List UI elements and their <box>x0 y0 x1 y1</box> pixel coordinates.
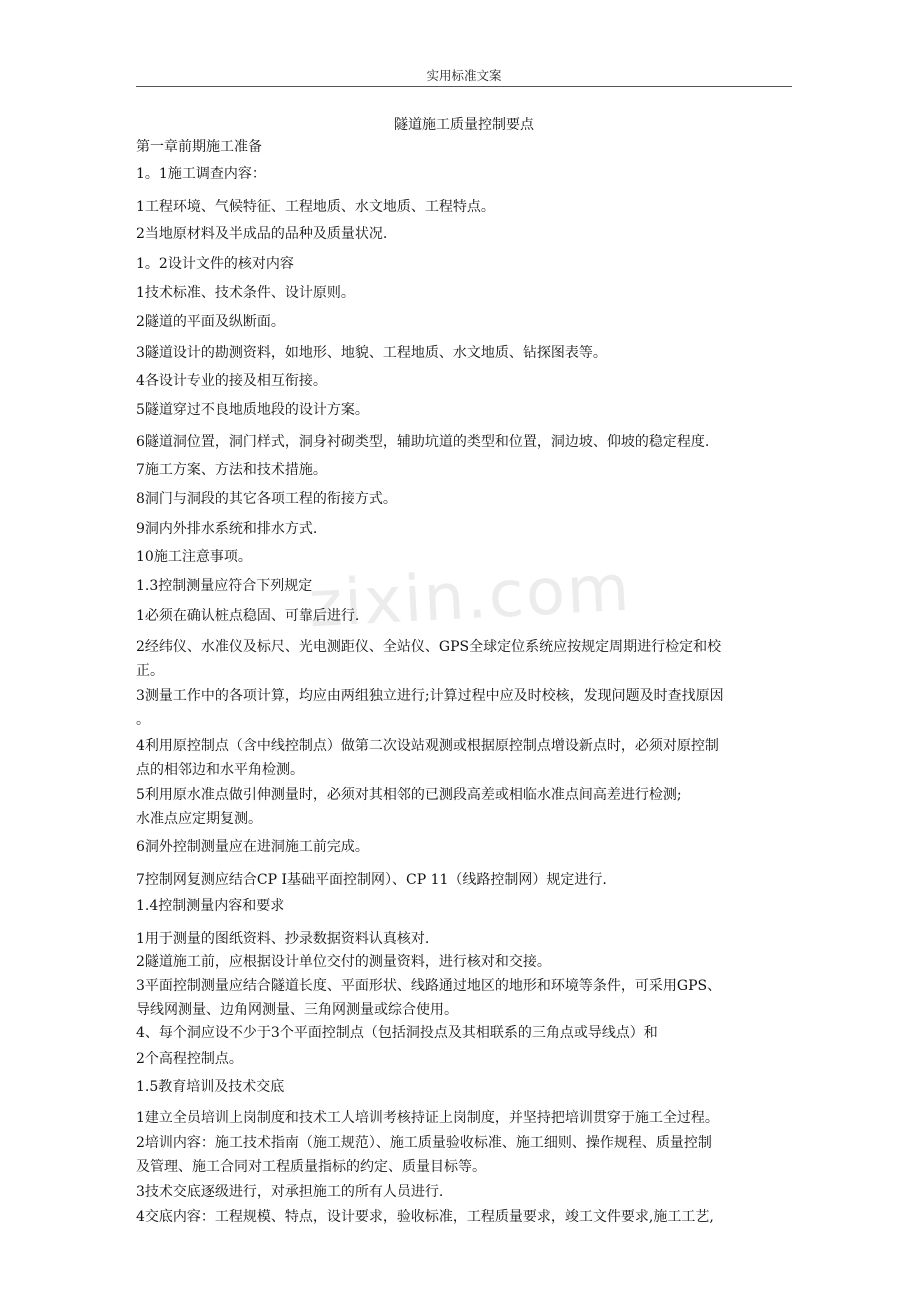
paragraph-line: 10施工注意事项。 <box>136 549 252 565</box>
paragraph-line: 2培训内容：施工技术指南（施工规范）、施工质量验收标准、施工细则、操作规程、质量控制 <box>136 1135 712 1151</box>
document-title: 隧道施工质量控制要点 <box>394 117 534 133</box>
section-heading: 1.5教育培训及技术交底 <box>136 1079 285 1095</box>
watermark-logo: zixin.com <box>306 551 634 643</box>
paragraph-line: 4利用原控制点（含中线控制点）做第二次设站观测或根据原控制点增设新点时，必须对原控制 <box>136 738 719 754</box>
paragraph-line: 2个高程控制点。 <box>136 1051 243 1067</box>
paragraph-line: 7施工方案、方法和技术措施。 <box>136 462 327 478</box>
paragraph-line: 及管理、施工合同对工程质量指标的约定、质量目标等。 <box>136 1159 486 1175</box>
paragraph-line: 9洞内外排水系统和排水方式. <box>136 521 318 537</box>
paragraph-line: 。 <box>136 712 150 728</box>
paragraph-line: 导线网测量、边角网测量、三角网测量或综合使用。 <box>136 1002 458 1018</box>
chapter-heading: 第一章前期施工准备 <box>136 139 262 155</box>
paragraph-line: 2当地原材料及半成品的品种及质量状况. <box>136 226 388 242</box>
paragraph-line: 1建立全员培训上岗制度和技术工人培训考核持证上岗制度，并坚持把培训贯穿于施工全过程。 <box>136 1110 719 1126</box>
paragraph-line: 5利用原水准点做引伸测量时，必须对其相邻的已测段高差或相临水准点间高差进行检测; <box>136 787 682 803</box>
paragraph-line: 8洞门与洞段的其它各项工程的衔接方式。 <box>136 491 397 507</box>
paragraph-line: 水准点应定期复测。 <box>136 811 262 827</box>
paragraph-line: 3技术交底逐级进行，对承担施工的所有人员进行. <box>136 1184 444 1200</box>
page-header: 实用标准文案 <box>426 68 502 83</box>
paragraph-line: 1技术标准、技术条件、设计原则。 <box>136 285 355 301</box>
paragraph-line: 5隧道穿过不良地质地段的设计方案。 <box>136 402 369 418</box>
paragraph-line: 1用于测量的图纸资料、抄录数据资料认真核对. <box>136 931 430 947</box>
paragraph-line: 4各设计专业的接及相互衔接。 <box>136 373 327 389</box>
paragraph-line: 2隧道施工前，应根据设计单位交付的测量资料，进行核对和交接。 <box>136 954 551 970</box>
paragraph-line: 3平面控制测量应结合隧道长度、平面形状、线路通过地区的地形和环境等条件，可采用GPS、 <box>136 978 722 994</box>
section-heading: 1.3控制测量应符合下列规定 <box>136 578 313 594</box>
header-divider <box>136 86 792 87</box>
paragraph-line: 6隧道洞位置，洞门样式，洞身衬砌类型，辅助坑道的类型和位置，洞边坡、仰坡的稳定程度. <box>136 434 710 450</box>
paragraph-line: 1必须在确认桩点稳固、可靠后进行. <box>136 608 360 624</box>
section-heading: 1.4控制测量内容和要求 <box>136 898 285 914</box>
paragraph-line: 2经纬仪、水准仪及标尺、光电测距仪、全站仪、GPS全球定位系统应按规定周期进行检定和校 <box>136 639 722 655</box>
paragraph-line: 4、每个洞应设不少于3个平面控制点（包括洞投点及其相联系的三角点或导线点）和 <box>136 1025 658 1041</box>
paragraph-line: 正。 <box>136 663 164 679</box>
paragraph-line: 6洞外控制测量应在进洞施工前完成。 <box>136 839 369 855</box>
paragraph-line: 3测量工作中的各项计算，均应由两组独立进行;计算过程中应及时校核，发现问题及时查找原因 <box>136 688 724 704</box>
paragraph-line: 点的相邻边和水平角检测。 <box>136 762 304 778</box>
paragraph-line: 4交底内容：工程规模、特点，设计要求，验收标准，工程质量要求，竣工文件要求,施工工艺, <box>136 1209 714 1225</box>
paragraph-line: 1工程环境、气候特征、工程地质、水文地质、工程特点。 <box>136 199 495 215</box>
section-heading: 1。1施工调查内容： <box>136 166 266 182</box>
section-heading: 1。2设计文件的核对内容 <box>136 256 294 272</box>
paragraph-line: 7控制网复测应结合CP I基础平面控制网）、CP 11（线路控制网）规定进行. <box>136 872 607 888</box>
paragraph-line: 2隧道的平面及纵断面。 <box>136 314 285 330</box>
paragraph-line: 3隧道设计的勘测资料，如地形、地貌、工程地质、水文地质、钻探图表等。 <box>136 345 607 361</box>
